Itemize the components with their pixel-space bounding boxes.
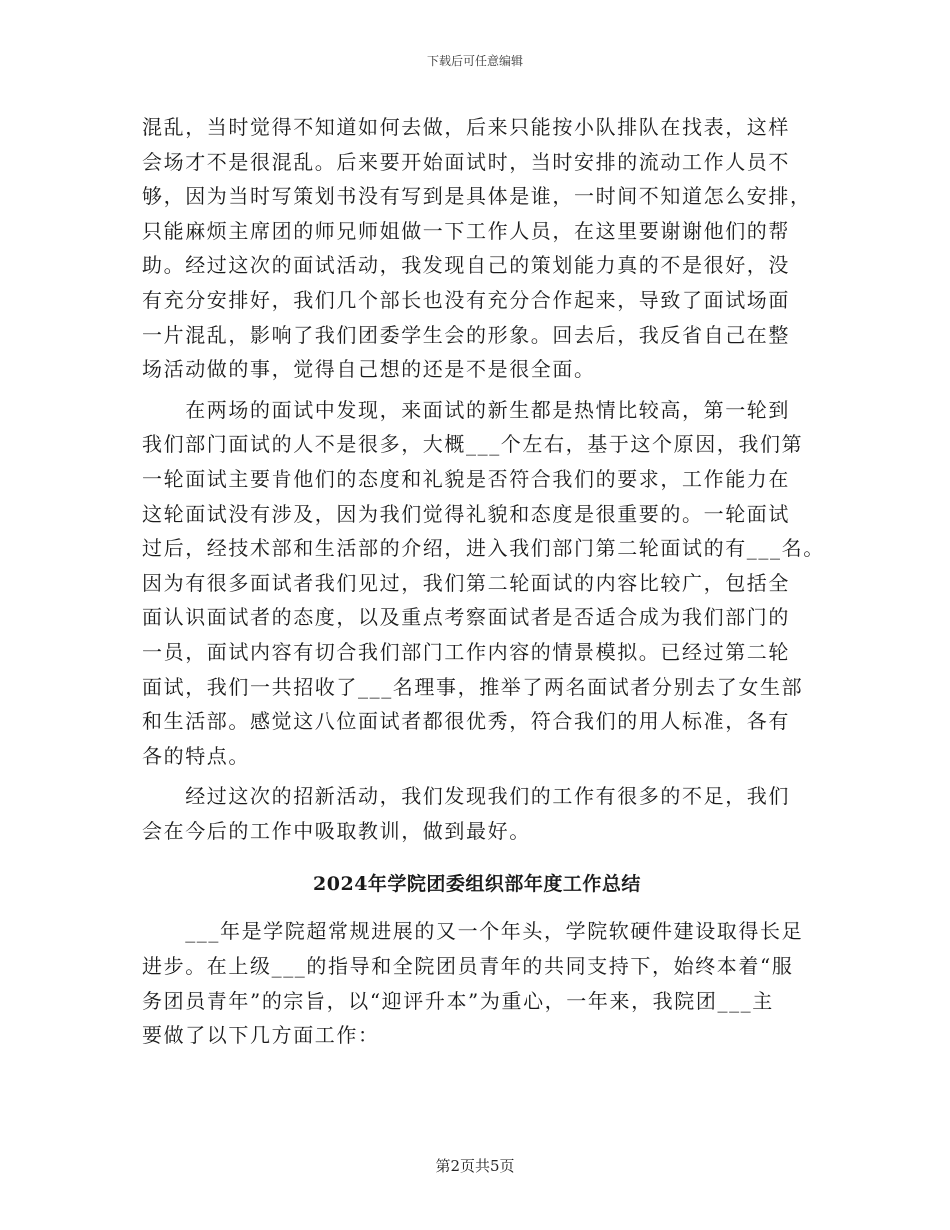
text-line: 经过这次的招新活动，我们发现我们的工作有很多的不足，我们 bbox=[142, 784, 790, 809]
document-body bbox=[142, 110, 825, 1053]
section-title: 2024年学院团委组织部年度工作总结 bbox=[313, 873, 641, 896]
text-line: 和生活部。感觉这八位面试者都很优秀，符合我们的用人标准，各有 bbox=[142, 709, 790, 734]
paragraph bbox=[142, 393, 825, 774]
text-line: 有充分安排好，我们几个部长也没有充分合作起来，导致了面试场面 bbox=[142, 287, 790, 312]
text-line: 场活动做的事，觉得自己想的还是不是很全面。 bbox=[142, 357, 596, 382]
text-line: 只能麻烦主席团的师兄师姐做一下工作人员，在这里要谢谢他们的帮 bbox=[142, 218, 790, 243]
text-line: 一轮面试主要肯他们的态度和礼貌是否符合我们的要求，工作能力在 bbox=[142, 466, 790, 491]
text-line: ___年是学院超常规进展的又一个年头，学院软硬件建设取得长足 bbox=[142, 919, 804, 944]
paragraph bbox=[142, 779, 812, 848]
text-line: 够，因为当时写策划书没有写到是具体是谁，一时间不知道怎么安排， bbox=[142, 184, 812, 209]
text-line: 面试，我们一共招收了___名理事，推举了两名面试者分别去了女生部 bbox=[142, 674, 804, 699]
text-line: 混乱，当时觉得不知道如何去做，后来只能按小队排队在找表，这样 bbox=[142, 115, 790, 139]
page-header: 下载后可任意编辑 bbox=[426, 54, 523, 68]
text-line: 一员，面试内容有切合我们部门工作内容的情景模拟。已经过第二轮 bbox=[142, 639, 790, 664]
text-line: 我们部门面试的人不是很多，大概___个左右，基于这个原因，我们第 bbox=[142, 432, 804, 457]
text-line: 会场才不是很混乱。后来要开始面试时，当时安排的流动工作人员不 bbox=[142, 149, 790, 174]
text-line: 各的特点。 bbox=[142, 743, 250, 768]
text-line: 因为有很多面试者我们见过，我们第二轮面试的内容比较广，包括全 bbox=[142, 570, 790, 595]
text-line: 在两场的面试中发现，来面试的新生都是热情比较高，第一轮到 bbox=[142, 397, 790, 422]
text-line: 这轮面试没有涉及，因为我们觉得礼貌和态度是很重要的。一轮面试 bbox=[142, 501, 790, 526]
paragraph bbox=[142, 914, 812, 1052]
text-line: 过后，经技术部和生活部的介绍，进入我们部门第二轮面试的有___名。 bbox=[142, 536, 825, 561]
paragraph bbox=[142, 110, 812, 387]
text-line: 一片混乱，影响了我们团委学生会的形象。回去后，我反省自己在整 bbox=[142, 322, 790, 347]
text-line: 助。经过这次的面试活动，我发现自己的策划能力真的不是很好，没 bbox=[142, 253, 790, 278]
page-footer: 第2页共5页 bbox=[435, 1157, 515, 1175]
text-line: 面认识面试者的态度，以及重点考察面试者是否适合成为我们部门的 bbox=[142, 605, 790, 630]
text-line: 要做了以下几方面工作： bbox=[142, 1023, 380, 1048]
text-line: 会在今后的工作中吸取教训，做到最好。 bbox=[142, 818, 531, 843]
text-line: 进步。在上级___的指导和全院团员青年的共同支持下，始终本着“服 bbox=[142, 954, 794, 979]
text-line: 务团员青年”的宗旨，以“迎评升本”为重心，一年来，我院团___主 bbox=[142, 988, 774, 1013]
